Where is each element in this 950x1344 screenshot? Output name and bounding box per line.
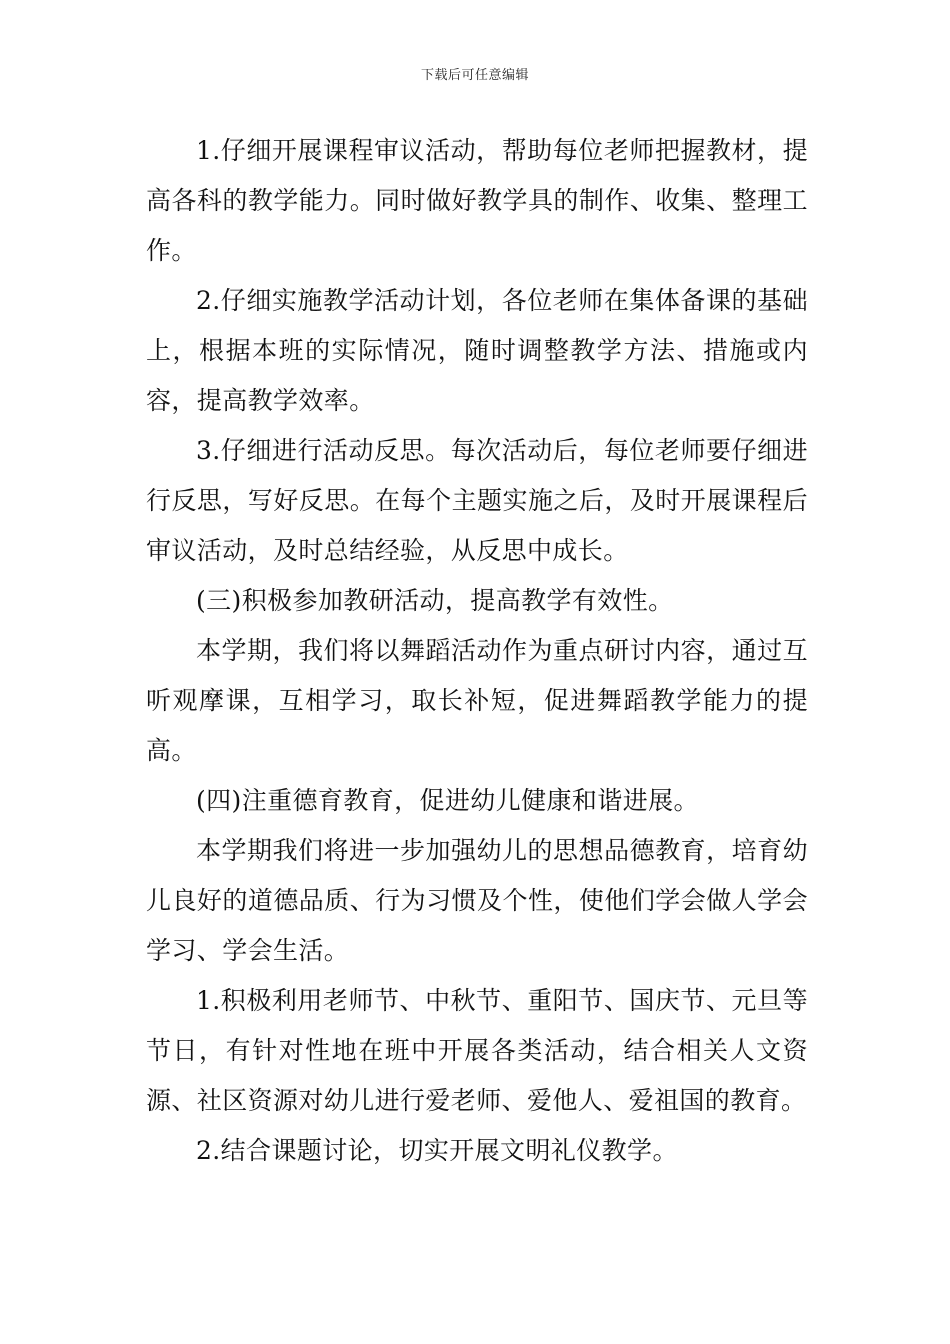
paragraph-5: 本学期我们将进一步加强幼儿的思想品德教育，培育幼儿良好的道德品质、行为习惯及个性，使他们学会做人学会学习、学会生活。 [146, 836, 808, 965]
paragraph-1: 1.仔细开展课程审议活动，帮助每位老师把握教材，提高各科的教学能力。同时做好教学具的制作、收集、整理工作。 [146, 136, 808, 265]
paragraph-3: 3.仔细进行活动反思。每次活动后，每位老师要仔细进行反思，写好反思。在每个主题实施之后，及时开展课程后审议活动，及时总结经验，从反思中成长。 [146, 436, 808, 565]
paragraph-6: 1.积极利用老师节、中秋节、重阳节、国庆节、元旦等节日，有针对性地在班中开展各类活动，结合相关人文资源、社区资源对幼儿进行爱老师、爱他人、爱祖国的教育。 [146, 986, 808, 1115]
section-heading-3: (三)积极参加教研活动，提高教学有效性。 [196, 586, 674, 615]
paragraph-7: 2.结合课题讨论，切实开展文明礼仪教学。 [196, 1136, 678, 1165]
section-heading-4: (四)注重德育教育，促进幼儿健康和谐进展。 [196, 786, 699, 815]
paragraph-4: 本学期，我们将以舞蹈活动作为重点研讨内容，通过互听观摩课，互相学习，取长补短，促进舞蹈教学能力的提高。 [146, 636, 808, 765]
page-header: 下载后可任意编辑 [420, 68, 529, 83]
document-body [146, 126, 808, 1176]
paragraph-2: 2.仔细实施教学活动计划，各位老师在集体备课的基础上，根据本班的实际情况，随时调整教学方法、措施或内容，提高教学效率。 [146, 286, 808, 415]
